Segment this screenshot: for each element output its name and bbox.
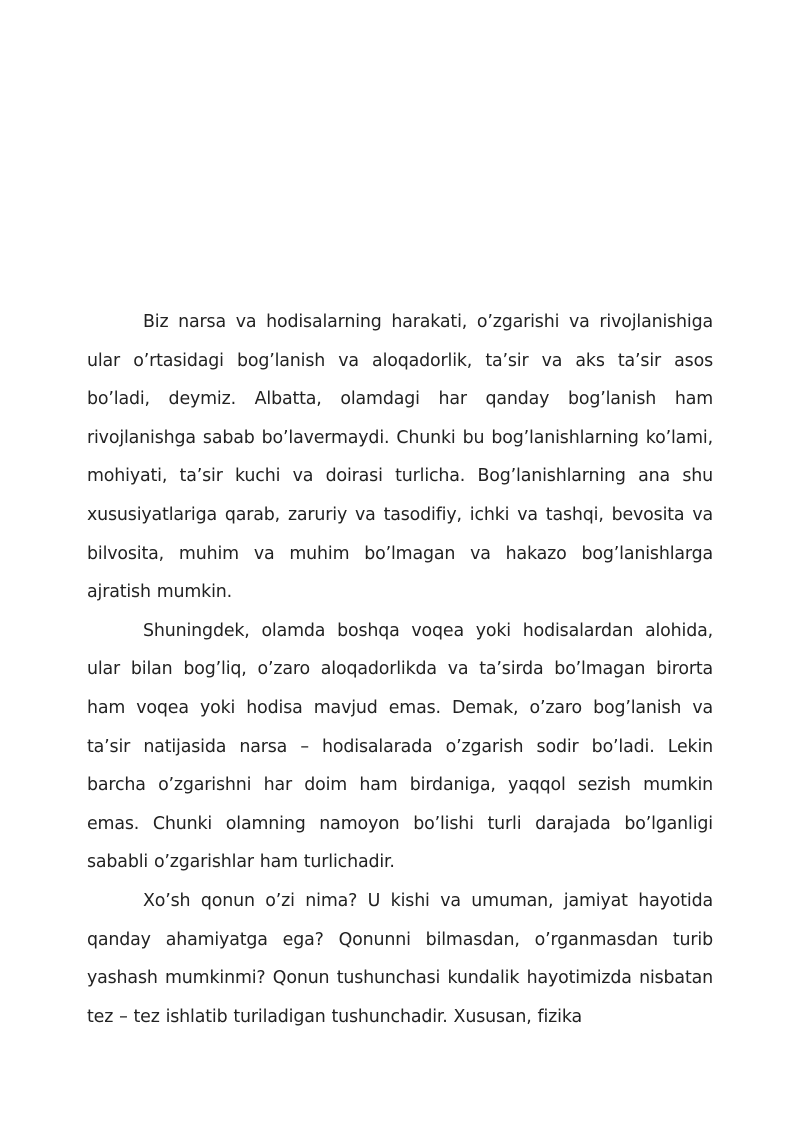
document-body bbox=[87, 303, 713, 1036]
paragraph-3: Xo’sh qonun o’zi nima? U kishi va umuman, jamiyat hayotida qanday ahamiyatga ega? Qonunni bilmasdan, o’rganmasdan turib yashash mumkinmi? Qonun tushunchasi kundalik hayotimizda nisbatan tez – tez ishlatib turiladigan tushunchadir. Xususan, fizika bbox=[87, 890, 713, 1027]
paragraph-2: Shuningdek, olamda boshqa voqea yoki hodisalardan alohida, ular bilan bog’liq, o’zaro aloqadorlikda va ta’sirda bo’lmagan birorta ham voqea yoki hodisa mavjud emas. Demak, o’zaro bog’lanish va ta’sir natijasida narsa – hodisalarada o’zgarish sodir bo’ladi. Lekin barcha o’zgarishni har doim ham birdaniga, yaqqol sezish mumkin emas. Chunki olamning namoyon bo’lishi turli darajada bo’lganligi sababli o’zgarishlar ham turlichadir. bbox=[87, 620, 713, 873]
paragraph-1: Biz narsa va hodisalarning harakati, o’zgarishi va rivojlanishiga ular o’rtasidagi bog’lanish va aloqadorlik, ta’sir va aks ta’sir asos bo’ladi, deymiz. Albatta, olamdagi har qanday bog’lanish ham rivojlanishga sabab bo’lavermaydi. Chunki bu bog’lanishlarning ko’lami, mohiyati, ta’sir kuchi va doirasi turlicha. Bog’lanishlarning ana shu xususiyatlariga qarab, zaruriy va tasodifiy, ichki va tashqi, bevosita va bilvosita, muhim va muhim bo’lmagan va hakazo bog’lanishlarga ajratish mumkin. bbox=[87, 312, 713, 603]
